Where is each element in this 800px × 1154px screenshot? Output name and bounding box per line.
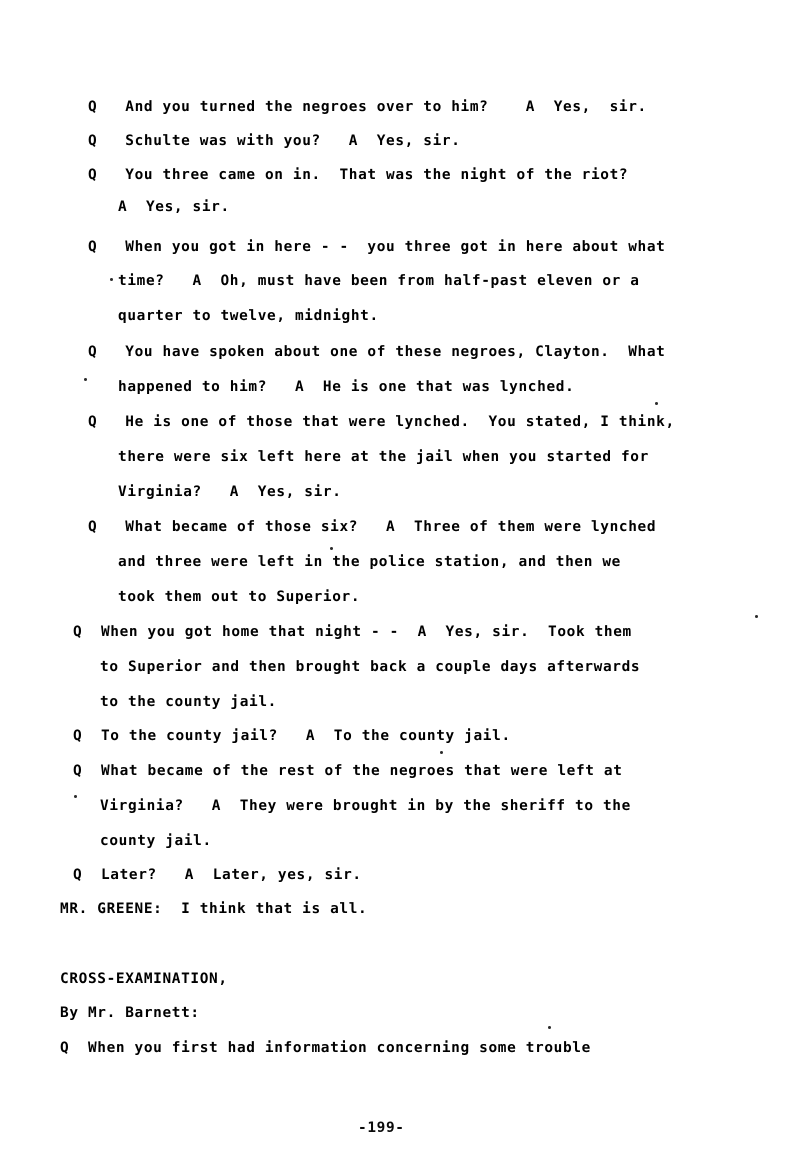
transcript-line: there were six left here at the jail when you started for	[118, 449, 649, 465]
transcript-line: Q When you got home that night - - A Yes, sir. Took them	[73, 624, 632, 640]
transcript-line: Q What became of the rest of the negroes that were left at	[73, 763, 623, 779]
page-number: -199-	[358, 1120, 405, 1136]
transcript-line: A Yes, sir.	[118, 199, 230, 215]
transcript-line: took them out to Superior.	[118, 589, 361, 605]
transcript-line: Q Schulte was with you? A Yes, sir.	[88, 133, 461, 149]
transcript-line: Q When you got in here - - you three got in here about what	[88, 239, 666, 255]
scan-speck	[74, 795, 77, 798]
scan-speck	[84, 378, 87, 381]
transcript-line: quarter to twelve, midnight.	[118, 308, 379, 324]
transcript-line: to the county jail.	[100, 694, 277, 710]
transcript-line: By Mr. Barnett:	[60, 1005, 200, 1021]
scan-speck	[655, 402, 658, 405]
scan-speck	[440, 751, 443, 754]
transcript-line: time? A Oh, must have been from half-past eleven or a	[118, 273, 640, 289]
transcript-line: Q When you first had information concerning some trouble	[60, 1040, 591, 1056]
scan-speck	[330, 547, 333, 550]
transcript-line: Q You have spoken about one of these negroes, Clayton. What	[88, 344, 666, 360]
transcript-line: Q You three came on in. That was the night of the riot?	[88, 167, 629, 183]
transcript-line: CROSS-EXAMINATION,	[60, 971, 228, 987]
transcript-line: MR. GREENE: I think that is all.	[60, 901, 368, 917]
transcript-line: and three were left in the police station, and then we	[118, 554, 621, 570]
scan-speck	[755, 615, 758, 618]
transcript-line: Q To the county jail? A To the county jail.	[73, 728, 511, 744]
transcript-line: Q Later? A Later, yes, sir.	[73, 867, 362, 883]
transcript-line: to Superior and then brought back a couple days afterwards	[100, 659, 641, 675]
transcript-line: county jail.	[100, 833, 212, 849]
transcript-line: Q And you turned the negroes over to him? A Yes, sir.	[88, 99, 647, 115]
transcript-line: Q What became of those six? A Three of them were lynched	[88, 519, 657, 535]
transcript-line: Virginia? A Yes, sir.	[118, 484, 342, 500]
transcript-line: Virginia? A They were brought in by the sheriff to the	[100, 798, 631, 814]
scan-speck	[110, 278, 113, 281]
scan-speck	[548, 1026, 551, 1029]
transcript-line: happened to him? A He is one that was lynched.	[118, 379, 575, 395]
transcript-line: Q He is one of those that were lynched. You stated, I think,	[88, 414, 675, 430]
